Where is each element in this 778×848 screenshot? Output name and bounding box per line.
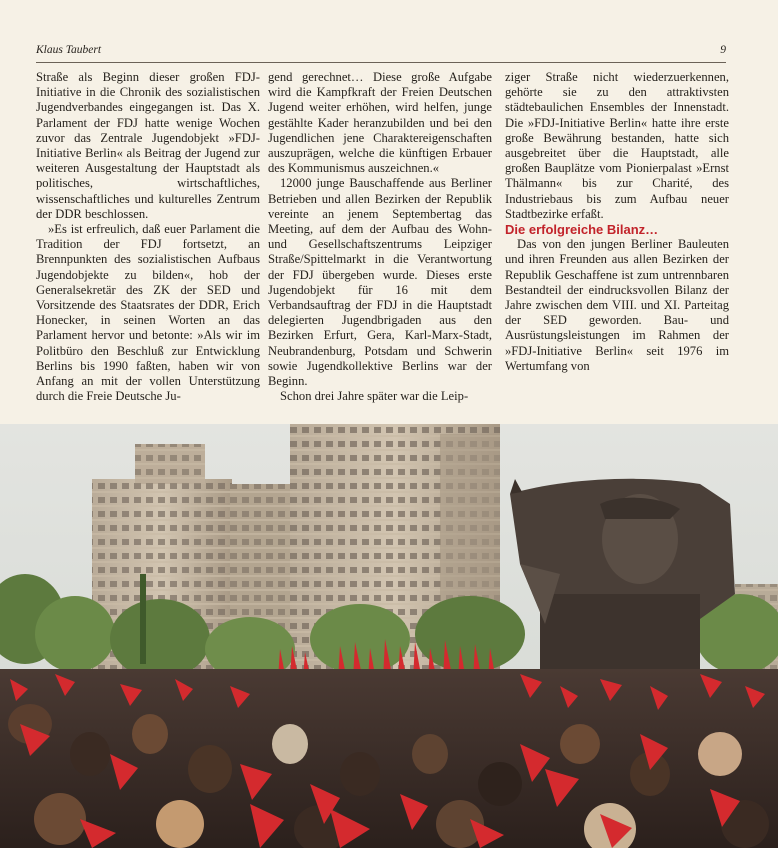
paragraph: gend gerechnet… Diese große Aufgabe wird die Kampfkraft der Freien Deutschen Jugend weiter erhöhen, wird helfen, junge gestählte Kader heranzubilden und bei den Jugendlichen jene Charaktereigenschaften auszuprägen, welche die künftigen Erbauer des Kommunismus auszeichnen.« <box>268 70 492 176</box>
rally-photo <box>0 424 778 848</box>
text-column-3 <box>505 70 729 374</box>
paragraph: 12000 junge Bauschaffende aus Berliner Betrieben und allen Bezirken der Republik vereinte an jenem Septembertag das Meeting, auf dem der Aufbau des Wohn- und Gesellschaftszentrums Leipziger Straße/Spittelmarkt in die Verantwortung der FDJ übergeben wurde. Dieses erste Jugendobjekt für 16 mit dem Verbandsauftrag der FDJ in die Hauptstadt delegierten Jugendbrigaden aus den Bezirken Erfurt, Gera, Karl-Marx-Stadt, Neubrandenburg, Potsdam und Schwerin sowie Jugendkollektive Berlins war der Beginn. <box>268 176 492 389</box>
paragraph: Das von den jungen Berliner Bauleuten und ihren Freunden aus allen Bezirken der Republik Geschaffene ist zum untrennbaren Bestandteil der eindrucksvollen Bilanz der Jahre zwischen dem VIII. und XI. Parteitag der SED geworden. Bau- und Ausrüstungsleistungen im Rahmen der »FDJ-Initiative Berlin« seit 1976 im Wertumfang von <box>505 237 729 373</box>
section-heading: Die erfolgreiche Bilanz… <box>505 222 659 238</box>
paragraph: Straße als Beginn dieser großen FDJ-Initiative in die Chronik des sozialistischen Jugendverbandes eingegangen ist. Das X. Parlament der FDJ hatte wenige Wochen zuvor das Zentrale Jugendobjekt »FDJ-Initiative Berlin« als Beitrag der Jugend zur weiteren Ausgestaltung der Hauptstadt als politisches, wirtschaftliches, wissenschaftliches und kulturelles Zentrum der DDR beschlossen. <box>36 70 260 221</box>
author-name: Klaus Taubert <box>36 44 102 56</box>
paragraph: ziger Straße nicht wiederzuerkennen, gehörte sie zu den attraktivsten städtebaulichen Ensembles der Innenstadt. Die »FDJ-Initiative Berlin« hatte ihre erste große Bewährung bestanden, hatte sich ausgebreitet über die Hauptstadt, alle großen Bauplätze vom Pionierpalast »Ernst Thälmann« bis zur Charité, des Industriebaus bis zum Aufbau neuer Stadtbezirke erfaßt. <box>505 70 729 221</box>
running-header <box>36 44 726 63</box>
text-column-1 <box>36 70 260 404</box>
paragraph: Schon drei Jahre später war die Leip- <box>280 389 469 404</box>
page-number: 9 <box>720 44 726 56</box>
paragraph: »Es ist erfreulich, daß euer Parlament die Tradition der FDJ fortsetzt, an Brennpunkten des sozialistischen Aufbaus Jugendobjekte zu bilden«, hob der Generalsekretär des ZK der SED und Vorsitzende des Staatsrates der DDR, Erich Honecker, in seinen Worten an das Parlament hervor und betonte: »Als wir im Politbüro den Beschluß zur Entwicklung Berlins bis 1990 faßten, haben wir von Anfang an mit der vollen Unterstützung durch die Freie Deutsche Ju- <box>36 222 260 404</box>
text-column-2 <box>268 70 492 404</box>
